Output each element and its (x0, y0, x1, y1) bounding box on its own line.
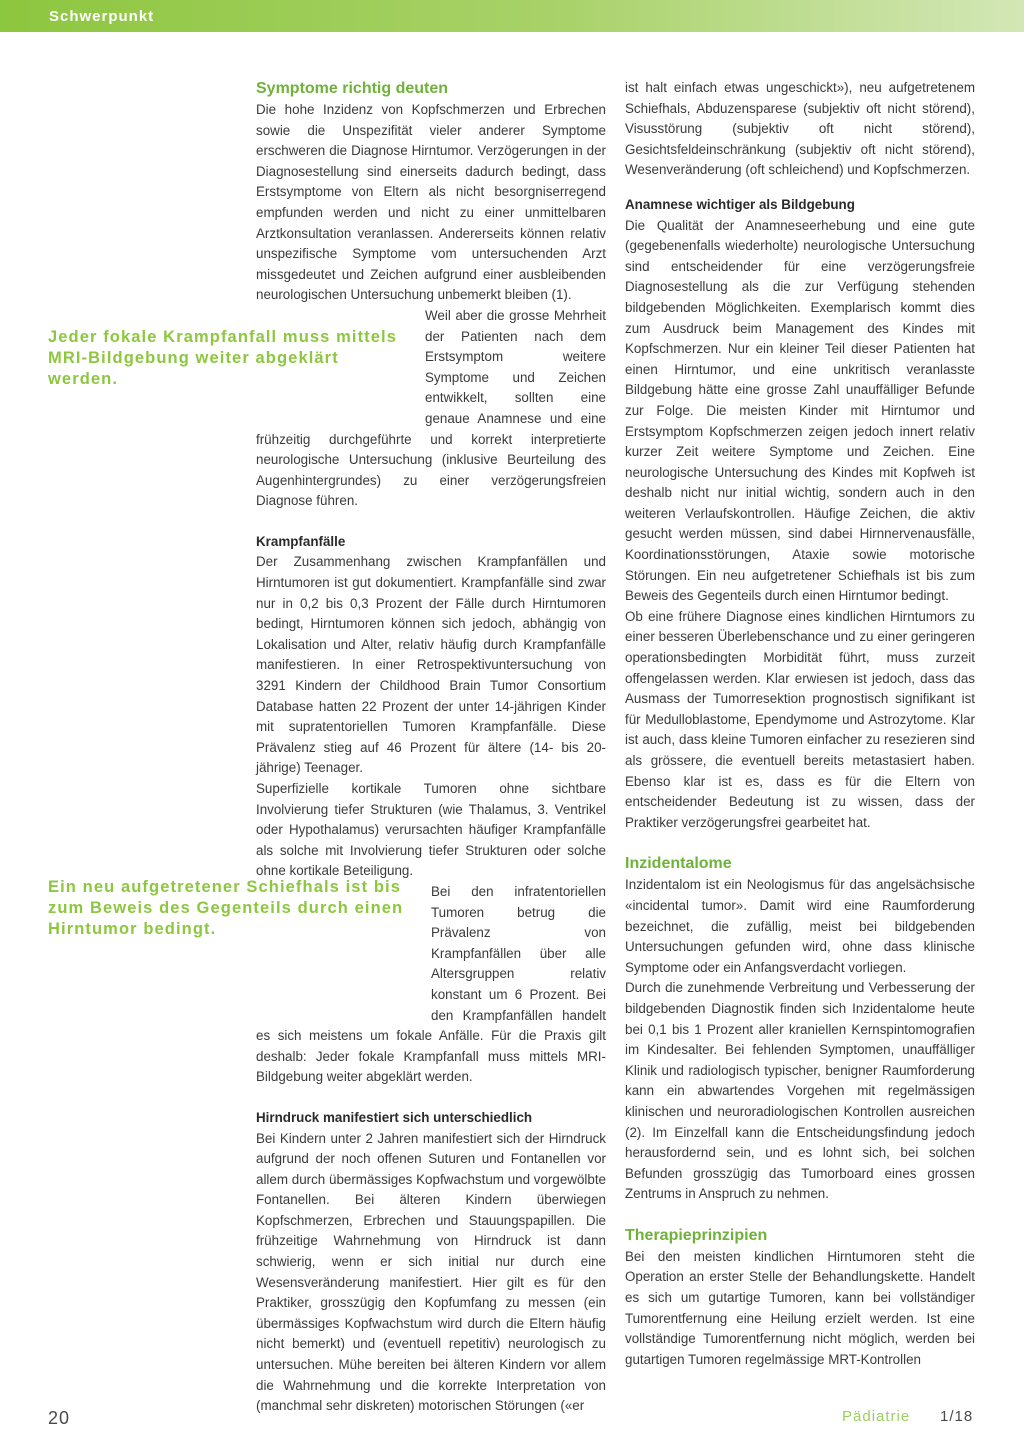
paragraph: Weil aber die grosse Mehrheit der Patienten nach dem Erstsymptom weitere Symptome und Zeichen entwikkelt, sollten eine genaue Anamnese und eine frühzeitig durchgeführte und korrekt interpretierte neurologische Untersuchung (inklusive Beurteilung des Augenhintergrundes) zu einer verzögerungsfreien Diagnose führen. (256, 307, 606, 509)
section-header-bar (0, 0, 1024, 32)
subheading: Anamnese wichtiger als Bildgebung (625, 196, 855, 212)
section-label: Schwerpunkt (49, 8, 155, 25)
paragraph: Inzidentalom ist ein Neologismus für das angelsächsische «incidental tumor». Damit wird eine Raumforderung bezeichnet, die zufällig, meist bei bildgebenden Untersuchungen gefunden wird, ohne dass klinische Symptome oder ein Anfangsverdacht vorliegen. (625, 877, 975, 975)
pullquote-spacer (47, 306, 425, 412)
paragraph: Der Zusammenhang zwischen Krampfanfällen und Hirntumoren ist gut dokumentiert. Krampfanfälle sind zwar nur in 0,2 bis 0,3 Prozent der Fälle durch Hirntumoren bedingt, Hirntumoren können sich jedoch, abhängig von Lokalisation und Alter, relativ häufig durch Krampfanfälle manifestieren. In einer Retrospektivuntersuchung von 3291 Kindern der Childhood Brain Tumor Consortium Database hatten 22 Prozent der unter 14-jährigen Kinder mit supratentoriellen Tumoren Krampfanfälle. Diese Prävalenz stieg auf 46 Prozent für ältere (14- bis 20-jährige) Teenager. (256, 554, 606, 776)
subheading: Symptome richtig deuten (256, 80, 449, 97)
paragraph: Ob eine frühere Diagnose eines kindlichen Hirntumors zu einer besseren Überlebenschance und zu einer geringeren operationsbedingten Morbidität führt, muss zurzeit offengelassen werden. Klar erwiesen ist jedoch, dass das Ausmass der Tumorresektion prognostisch signifikant ist für Medulloblastome, Ependymome und Astrozytome. Klar ist auch, dass kleine Tumoren einfacher zu resezieren sind als grössere, die eventuell bereits metastasiert haben. Ebenso klar ist es, dass es für die Eltern von entscheidender Bedeutung ist zu wissen, dass der Praktiker verzögerungsfrei gearbeitet hat. (625, 608, 975, 830)
pullquote-spacer (47, 882, 431, 1008)
paragraph: Bei den infratentoriellen Tumoren betrug die Prävalenz von Krampfanfällen über alle Altersgruppen relativ konstant um 6 Prozent. Bei den Krampfanfällen handelt es sich meistens um fokale Anfälle. Für die Praxis gilt deshalb: Jeder fokale Krampfanfall muss mittels MRI-Bildgebung weiter abgeklärt werden. (256, 883, 606, 1085)
page-number: 20 (48, 1408, 71, 1428)
paragraph: Die hohe Inzidenz von Kopfschmerzen und Erbrechen sowie die Unspezifität vieler anderer Symptome erschweren die Diagnose Hirntumor. Verzögerungen in der Diagnosestellung sind einerseits dadurch bedingt, dass Erstsymptome von Eltern als nicht besorgniserregend empfunden werden und nicht zu einer unmittelbaren Arztkonsultation veranlassen. Andererseits können relativ unspezifische Symptome vom untersuchenden Arzt missgedeutet und Zeichen aufgrund einer ausbleibenden neurologischen Untersuchung unbemerkt bleiben (1). (256, 102, 606, 303)
subheading: Hirndruck manifestiert sich unterschiedlich (256, 1109, 533, 1125)
issue-number: 1/18 (940, 1408, 974, 1425)
paragraph: Durch die zunehmende Verbreitung und Verbesserung der bildgebenden Diagnostik finden sich Inzidentalome heute bei 0,1 bis 1 Prozent aller kraniellen Kernspintomografien im Kindesalter. Bei fehlenden Symptomen, unauffälliger Klinik und radiologisch typischer, benigner Raumforderung kann ein abwartendes Vorgehen mit regelmässigen klinischen und neuroradiologischen Kontrollen ausreichen (2). Im Einzelfall kann die Entscheidungsfindung jedoch herausfordernd sein, und es lohnt sich, bei solchen Befunden grosszügig das Tumorboard eines grossen Zentrums in Anspruch zu nehmen. (625, 980, 975, 1202)
paragraph: Superfizielle kortikale Tumoren ohne sichtbare Involvierung tiefer Strukturen (wie Thalamus, 3. Ventrikel oder Hypothalamus) verursachten häufiger Krampfanfälle als solche mit Involvierung tiefer Strukturen oder solche ohne kortikale Beteiligung. (256, 781, 606, 879)
article-column-right (625, 78, 975, 1370)
subheading: Therapieprinzipien (625, 1226, 768, 1244)
paragraph: Bei Kindern unter 2 Jahren manifestiert sich der Hirndruck aufgrund der noch offenen Suturen und Fontanellen vor allem durch übermässiges Kopfwachstum und vorgewölbte Fontanellen. Bei älteren Kindern überwiegen Kopfschmerzen, Erbrechen und Stauungspapillen. Die frühzeitige Wahrnehmung von Hirndruck ist dann schwierig, wenn er sich initial nur durch eine Wesensveränderung manifestiert. Hier gilt es für den Praktiker, grosszügig den Kopfumfang zu messen (ein übermässiges Kopfwachstum wird durch die Eltern häufig nicht bemerkt) und (eventuell repetitiv) neurologisch zu untersuchen. Mühe bereiten bei älteren Kindern vor allem die Wahrnehmung und die korrekte Interpretation von (manchmal sehr diskreten) motorischen Störungen («er (256, 1130, 606, 1414)
subheading: Inzidentalome (625, 855, 732, 873)
paragraph: Bei den meisten kindlichen Hirntumoren steht die Operation an erster Stelle der Behandlungskette. Handelt es sich um gutartige Tumoren, kann bei vollständiger Tumorentfernung eine Heilung erzielt werden. Ist eine vollständige Tumorentfernung nicht möglich, werden bei gutartigen Tumoren regelmässige MRT-Kontrollen (625, 1248, 975, 1367)
subheading: Krampfanfälle (256, 533, 346, 549)
publication-name: Pädiatrie (842, 1408, 911, 1425)
paragraph: ist halt einfach etwas ungeschickt»), neu aufgetretenem Schiefhals, Abduzensparese (subjektiv oft nicht störend), Visusstörung (subjektiv oft nicht störend), Gesichtsfeldeinschränkung (subjektiv oft nicht störend), Wesenveränderung (oft schleichend) und Kopfschmerzen. (625, 80, 975, 178)
paragraph: Die Qualität der Anamneseerhebung und eine gute (gegebenenfalls wiederholte) neurologische Untersuchung sind entscheidender für eine verzögerungsfreie Diagnosestellung als die zur Verfügung stehenden bildgebenden Möglichkeiten. Exemplarisch kommt dies zum Ausdruck beim Management des Kindes mit Kopfschmerzen. Nur ein kleiner Teil dieser Patienten hat einen Hirntumor, und eine unkritisch veranlasste Bildgebung hätte eine grosse Zahl unauffälliger Befunde zur Folge. Die meisten Kinder mit Hirntumor und Erstsymptom Kopfschmerzen zeigen jedoch innert relativ kurzer Zeit weitere Symptome und Zeichen. Eine neurologische Untersuchung des Kindes mit Kopfweh ist deshalb nicht nur initial wichtig, sondern auch in den weiteren Verlaufskontrollen. Häufige Zeichen, die aktiv gesucht werden müssen, sind dabei Hirnnervenausfälle, Koordinationsstörungen, Ataxie sowie motorische Störungen. Ein neu aufgetretener Schiefhals ist bis zum Beweis des Gegenteils durch einen Hirntumor bedingt. (625, 217, 975, 604)
pullquote: Ein neu aufgetretener Schiefhals ist bis zum Beweis des Gegenteils durch einen Hirntumor bedingt. (48, 878, 404, 938)
article-column-left (256, 78, 606, 1417)
pullquote: Jeder fokale Krampfanfall muss mittels MRI-Bildgebung weiter abgeklärt werden. (48, 328, 397, 388)
